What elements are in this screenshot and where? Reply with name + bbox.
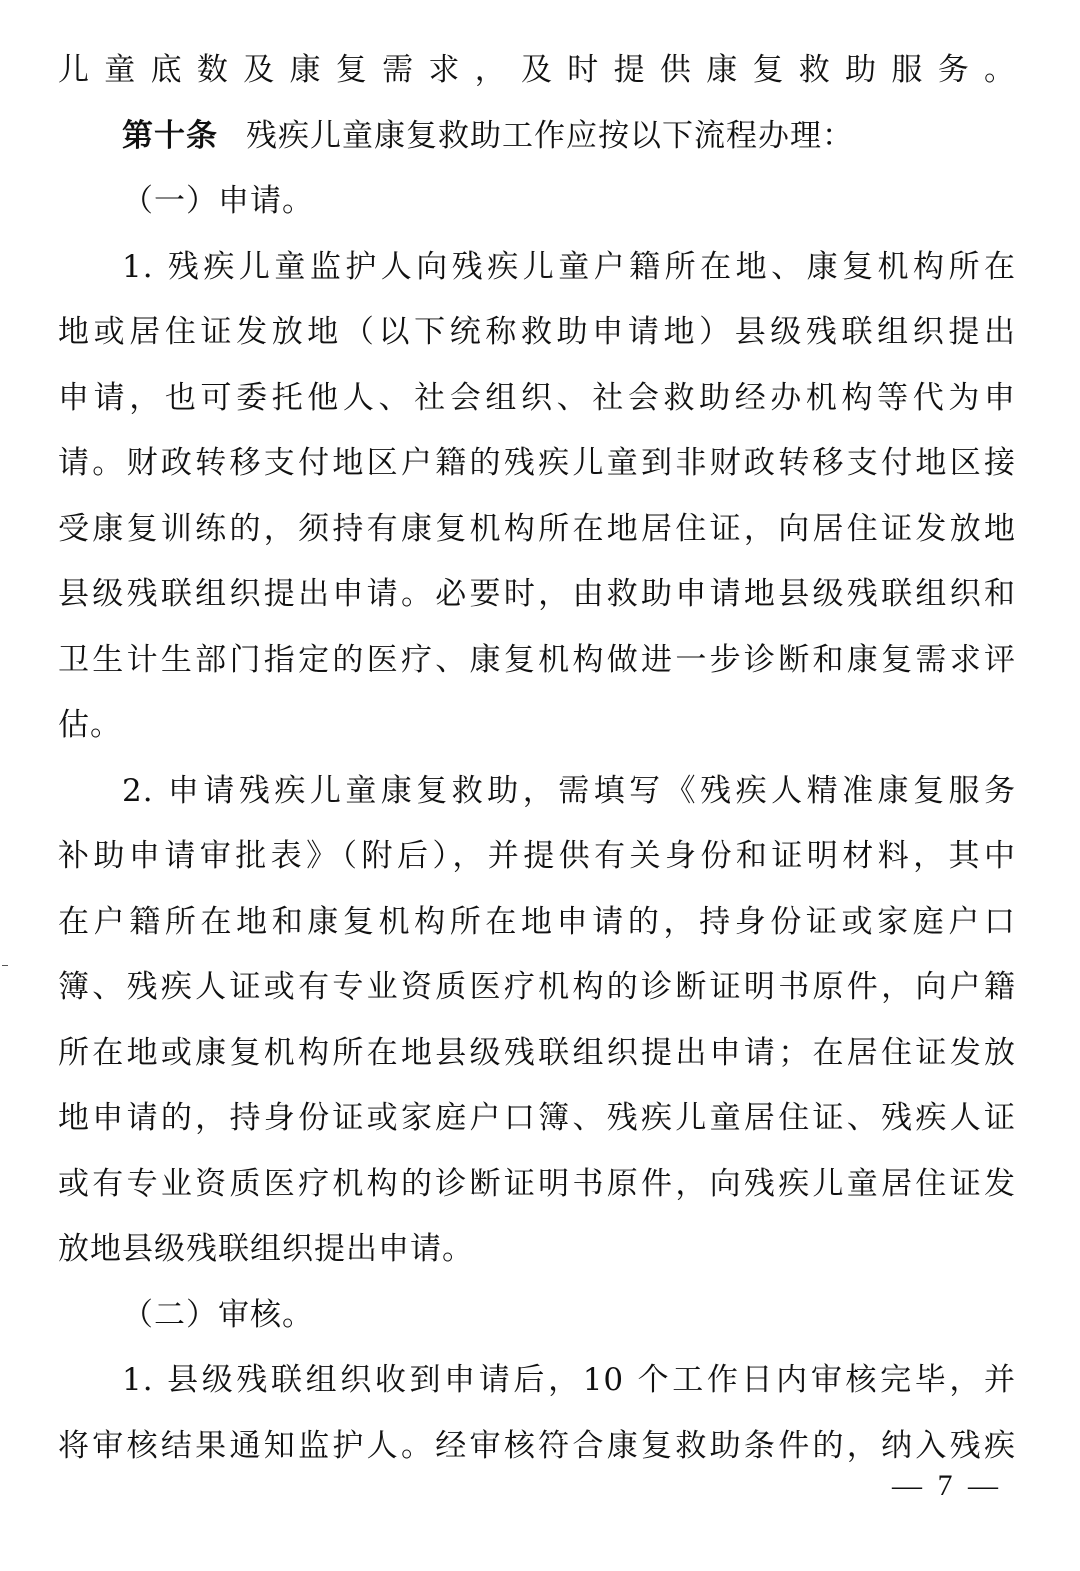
text-line-1: 儿童底数及康复需求，及时提供康复救助服务。 [58, 52, 1016, 88]
text-line-7: 请。财政转移支付地区户籍的残疾儿童到非财政转移支付地区接 [58, 445, 1016, 481]
text-line-17: 地申请的，持身份证或家庭户口簿、残疾儿童居住证、残疾人证 [58, 1100, 1016, 1136]
text-line-4: 1. 残疾儿童监护人向残疾儿童户籍所在地、康复机构所在 [122, 248, 1016, 285]
section-heading-review: （二）审核。 [122, 1296, 314, 1333]
text-line-12: 2. 申请残疾儿童康复救助，需填写《残疾人精准康复服务 [122, 772, 1016, 809]
text-line-10: 卫生计生部门指定的医疗、康复机构做进一步诊断和康复需求评 [58, 641, 1016, 678]
text-line-21: 1. 县级残联组织收到申请后，10 个工作日内审核完毕，并 [122, 1362, 1016, 1398]
text-line-16: 所在地或康复机构所在地县级残联组织提出申请；在居住证发放 [58, 1034, 1016, 1071]
text-line-6: 申请，也可委托他人、社会组织、社会救助经办机构等代为申 [58, 379, 1016, 416]
text-line-11: 估。 [58, 707, 122, 743]
text-line-19: 放地县级残联组织提出申请。 [58, 1231, 474, 1267]
article-label: 第十条 [122, 117, 218, 154]
text-line-8: 受康复训练的，须持有康复机构所在地居住证，向居住证发放地 [58, 510, 1016, 547]
text-line-14: 在户籍所在地和康复机构所在地申请的，持身份证或家庭户口 [58, 903, 1016, 940]
text-line-18: 或有专业资质医疗机构的诊断证明书原件，向残疾儿童居住证发 [58, 1165, 1016, 1202]
document-body [58, 38, 1016, 1479]
article-text: 残疾儿童康复救助工作应按以下流程办理： [246, 117, 854, 154]
text-line-9: 县级残联组织提出申请。必要时，由救助申请地县级残联组织和 [58, 576, 1016, 612]
page-number: — 7 — [892, 1469, 1002, 1502]
article-ten-line [58, 104, 1016, 170]
text-line-13: 补助申请审批表》（附后），并提供有关身份和证明材料，其中 [58, 838, 1016, 874]
text-line-22: 将审核结果通知监护人。经审核符合康复救助条件的，纳入残疾 [58, 1427, 1016, 1464]
section-heading-apply: （一）申请。 [122, 183, 314, 219]
margin-tick-mark [2, 965, 8, 966]
text-line-5: 地或居住证发放地（以下统称救助申请地）县级残联组织提出 [58, 314, 1016, 350]
text-line-15: 簿、残疾人证或有专业资质医疗机构的诊断证明书原件，向户籍 [58, 969, 1016, 1005]
